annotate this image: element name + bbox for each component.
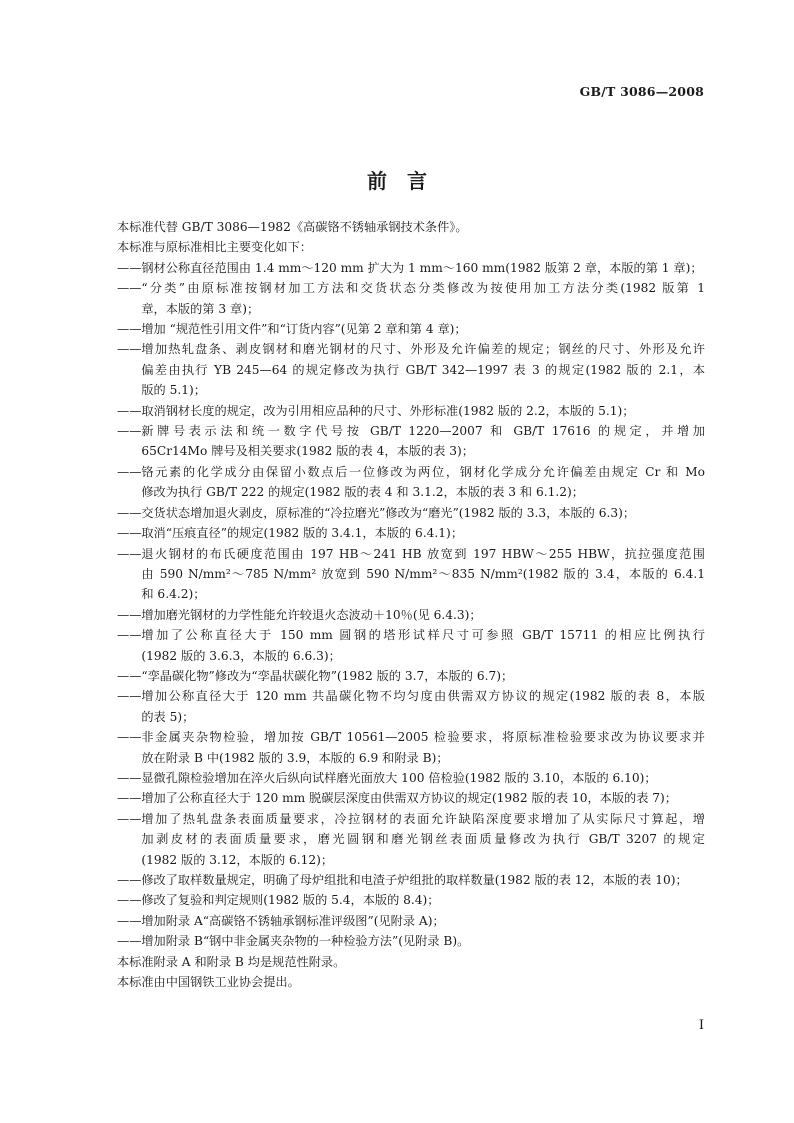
list-item-text — [141, 258, 705, 278]
text-line: 增加 “规范性引用文件”和“订货内容”(见第 2 章和第 4 章)； — [141, 322, 467, 337]
intro-paragraph-1: 本标准代替 GB/T 3086—1982《高碳铬不锈轴承钢技术条件》。 — [117, 220, 468, 234]
list-item-text — [141, 768, 705, 788]
list-dash: —— — [117, 464, 142, 479]
list-dash: —— — [117, 791, 142, 806]
text-line: 增加热轧盘条、剥皮钢材和磨光钢材的尺寸、外形及允许偏差的规定；钢丝的尺寸、外形及允许 — [141, 342, 705, 357]
text-line: 增加磨光钢材的力学性能允许较退火态波动＋10％(见 6.4.3)； — [141, 607, 482, 622]
page-title: 前 言 — [367, 169, 427, 194]
text-line: 取消钢材长度的规定，改为引用相应品种的尺寸、外形标准(1982 版的 2.2，本版的 5.1)； — [141, 403, 635, 418]
text-line: 非金属夹杂物检验，增加按 GB/T 10561—2005 检验要求，将原标准检验要求改为协议要求并 — [141, 730, 705, 745]
change-list — [117, 258, 705, 952]
list-item — [117, 401, 705, 421]
list-item-text — [141, 339, 705, 400]
list-item — [117, 727, 705, 768]
list-item — [117, 421, 705, 462]
list-item — [117, 788, 705, 808]
list-item — [117, 666, 705, 686]
list-item-text — [141, 544, 705, 605]
list-dash: —— — [117, 913, 142, 928]
text-line: 取消“压痕直径”的规定(1982 版的 3.4.1，本版的 6.4.1)； — [141, 526, 464, 541]
list-item-text — [141, 666, 705, 686]
text-line: 铬元素的化学成分由保留小数点后一位修改为两位，钢材化学成分允许偏差由规定 Cr 和 Mo — [141, 464, 705, 479]
text-line: (1982 版的 3.12，本版的 6.12)； — [141, 852, 334, 867]
text-line: 增加了公称直径大于 150 mm 圆钢的塔形试样尺寸可参照 GB/T 15711 的相应比例执行 — [141, 628, 705, 643]
text-line: 偏差由执行 YB 245—64 的规定修改为执行 GB/T 342—1997 表 3 的规定(1982 版的 2.1，本 — [141, 362, 705, 377]
foreword-body — [117, 217, 705, 992]
list-item-text — [141, 727, 705, 768]
text-line: 放在附录 B 中(1982 版的 3.9，本版的 6.9 和附录 B)； — [141, 750, 449, 765]
list-item-text — [141, 870, 705, 890]
list-item — [117, 339, 705, 400]
text-line: 修改为执行 GB/T 222 的规定(1982 版的表 4 和 3.1.2，本版的表 3 和 6.1.2)； — [141, 485, 584, 500]
list-dash: —— — [117, 505, 142, 520]
list-item — [117, 686, 705, 727]
text-line: 的表 5)； — [141, 709, 195, 724]
list-item — [117, 870, 705, 890]
text-line: 增加附录 B“钢中非金属夹杂物的一种检验方法”(见附录 B)。 — [141, 934, 470, 949]
list-item-text — [141, 890, 705, 910]
closing-paragraph-2: 本标准由中国钢铁工业协会提出。 — [117, 975, 300, 990]
list-item — [117, 462, 705, 503]
list-dash: —— — [117, 342, 142, 357]
list-item — [117, 605, 705, 625]
text-line: 交货状态增加退火剥皮，原标准的“冷拉磨光”修改为“磨光”(1982 版的 3.3，本版的 6.3)； — [141, 505, 636, 520]
list-item — [117, 890, 705, 910]
list-item — [117, 809, 705, 870]
list-dash: —— — [117, 607, 142, 622]
list-item-text — [141, 911, 705, 931]
text-line: 增加附录 A“高碳铬不锈轴承钢标准评级图”(见附录 A)； — [141, 913, 445, 928]
list-item — [117, 544, 705, 605]
text-line: 和 6.4.2)； — [141, 587, 206, 602]
text-line: 由 590 N/mm²～785 N/mm² 放宽到 590 N/mm²～835 N/mm²(1982 版的 3.4，本版的 6.4.1 — [141, 566, 705, 581]
text-line: 修改了取样数量规定，明确了母炉组批和电渣子炉组批的取样数量(1982 版的表 12，本版的表 10)； — [141, 873, 688, 887]
list-item-text — [141, 809, 705, 870]
list-dash: —— — [117, 526, 142, 541]
text-line: 增加了热轧盘条表面质量要求，冷拉钢材的表面允许缺陷深度要求增加了从实际尺寸算起，增 — [141, 811, 705, 826]
list-item-text — [141, 421, 705, 462]
list-item — [117, 503, 705, 523]
list-item-text — [141, 605, 705, 625]
text-line: 增加公称直径大于 120 mm 共晶碳化物不均匀度由供需双方协议的规定(1982 版的表 8，本版 — [141, 689, 705, 704]
intro-paragraph-2: 本标准与原标准相比主要变化如下： — [117, 240, 312, 255]
list-item-text — [141, 401, 705, 421]
list-dash: —— — [117, 770, 142, 785]
page-number: I — [698, 1018, 704, 1033]
text-line: 加剥皮材的表面质量要求，磨光圆钢和磨光钢丝表面质量修改为执行 GB/T 3207 的规定 — [141, 832, 705, 847]
list-item-text — [141, 278, 705, 319]
list-item — [117, 258, 705, 278]
list-dash: —— — [117, 322, 142, 337]
list-item-text — [141, 462, 705, 503]
list-dash: —— — [117, 893, 142, 908]
text-line: 修改了复验和判定规则(1982 版的 5.4，本版的 8.4)； — [141, 893, 440, 908]
text-line: “孪晶碳化物”修改为“孪晶状碳化物”(1982 版的 3.7，本版的 6.7)； — [141, 668, 514, 683]
list-dash: —— — [117, 628, 142, 643]
list-dash: —— — [117, 403, 142, 418]
list-item — [117, 278, 705, 319]
text-line: 增加了公称直径大于 120 mm 脱碳层深度由供需双方协议的规定(1982 版的表 10，本版的表 7)； — [141, 791, 677, 806]
text-line: 显微孔隙检验增加在淬火后纵向试样磨光面放大 100 倍检验(1982 版的 3.10，本版的 6.10)； — [141, 770, 657, 785]
list-item-text — [141, 931, 705, 951]
list-dash: —— — [117, 730, 142, 745]
text-line: 钢材公称直径范围由 1.4 mm～120 mm 扩大为 1 mm～160 mm(1982 版第 2 章，本版的第 1 章)； — [141, 260, 703, 275]
list-item-text — [141, 503, 705, 523]
text-line: 退火钢材的布氏硬度范围由 197 HB～241 HB 放宽到 197 HBW～255 HBW，抗拉强度范围 — [141, 546, 705, 561]
closing-paragraph-1: 本标准附录 A 和附录 B 均是规范性附录。 — [117, 954, 346, 969]
text-line: 新牌号表示法和统一数字代号按 GB/T 1220—2007 和 GB/T 17616 的规定，并增加 — [141, 424, 705, 439]
list-item — [117, 911, 705, 931]
list-item-text — [141, 625, 705, 666]
list-dash: —— — [117, 424, 142, 439]
list-item — [117, 768, 705, 788]
list-item-text — [141, 523, 705, 543]
list-dash: —— — [117, 689, 142, 704]
text-line: 章，本版的第 3 章)； — [141, 301, 260, 316]
list-dash: —— — [117, 811, 142, 826]
list-item-text — [141, 319, 705, 339]
list-item — [117, 523, 705, 543]
list-item — [117, 319, 705, 339]
list-item — [117, 931, 705, 951]
list-item — [117, 625, 705, 666]
list-item-text — [141, 686, 705, 727]
list-dash: —— — [117, 281, 142, 296]
list-dash: —— — [117, 934, 142, 949]
text-line: 65Cr14Mo 牌号及相关要求(1982 版的表 4，本版的表 3)； — [141, 444, 474, 459]
text-line: “分类”由原标准按钢材加工方法和交货状态分类修改为按使用加工方法分类(1982 版第 1 — [141, 281, 705, 296]
list-item-text — [141, 788, 705, 808]
list-dash: —— — [117, 546, 142, 561]
standard-number: GB/T 3086—2008 — [579, 84, 704, 99]
text-line: (1982 版的 3.6.3，本版的 6.6.3)； — [141, 648, 341, 663]
list-dash: —— — [117, 873, 142, 887]
list-dash: —— — [117, 260, 142, 275]
list-dash: —— — [117, 668, 142, 683]
text-line: 版的 5.1)； — [141, 383, 206, 398]
